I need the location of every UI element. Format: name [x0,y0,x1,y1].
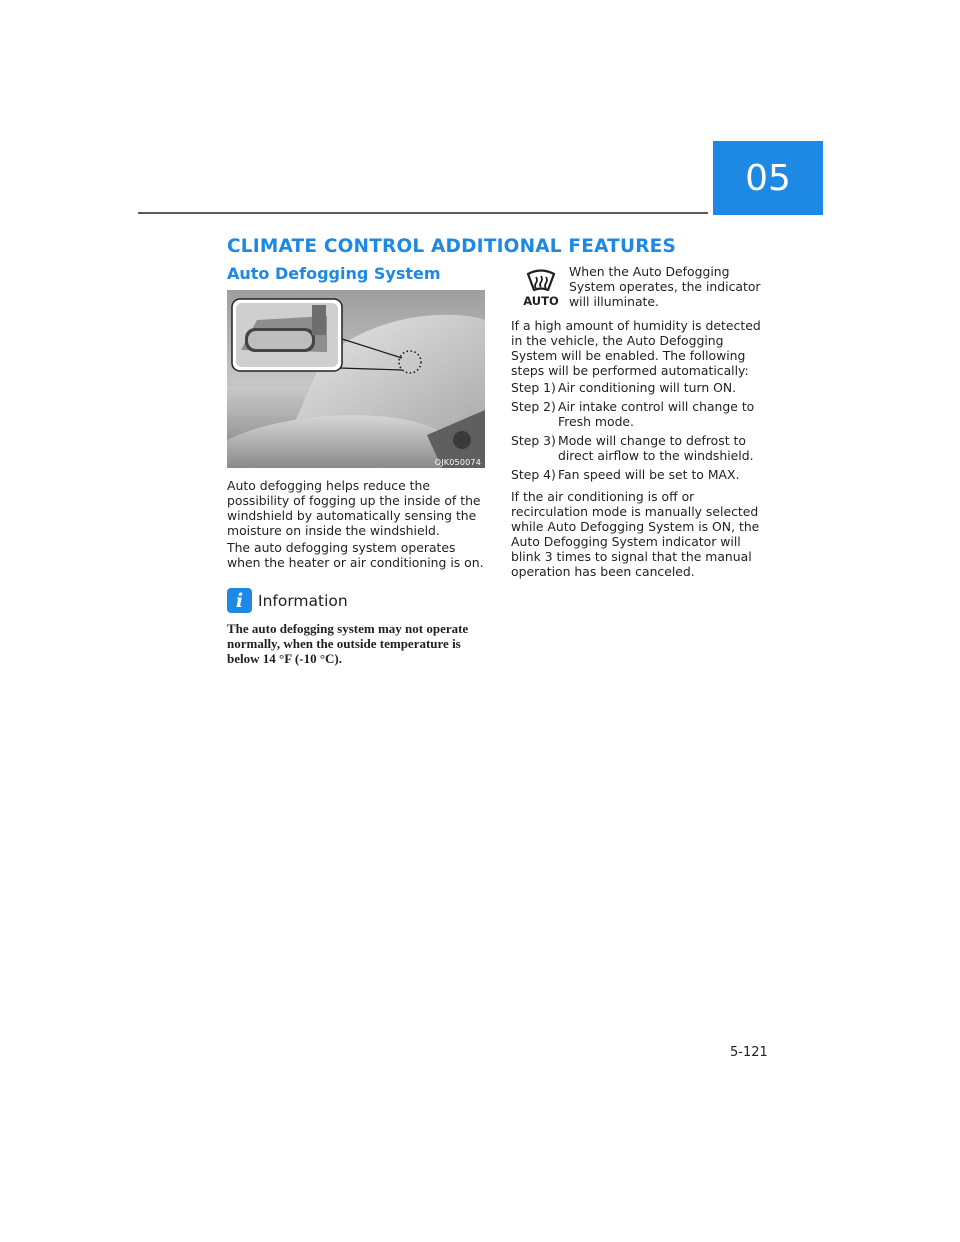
subsection-title: Auto Defogging System [227,264,441,283]
windshield-sensor-figure [227,290,485,468]
step-text: Fan speed will be set to MAX. [558,467,740,482]
section-title: CLIMATE CONTROL ADDITIONAL FEATURES [227,236,677,257]
car-interior-illustration [227,290,485,468]
information-title: Information [258,591,348,610]
intro-paragraph: Auto defogging helps reduce the possibility of fogging up the inside of the windshield by automatically sensing the moisture on inside the windshield. [227,478,481,538]
info-icon: i [227,588,252,613]
step-item [511,380,773,395]
information-body: The auto defogging system may not operate normally, when the outside temperature is below 14 °F (-10 °C). [227,621,469,666]
steps-list [511,380,773,486]
step-number: Step 3) [511,433,556,448]
information-header [227,588,489,613]
humidity-paragraph: If a high amount of humidity is detected in the vehicle, the Auto Defogging System will be enabled. The following steps will be performed automatically: [511,318,761,378]
step-item [511,433,773,463]
manual-override-paragraph: If the air conditioning is off or recirculation mode is manually selected while Auto Defogging System is ON, the Auto Defogging System indicator will blink 3 times to signal that the manual operation has been canceled. [511,489,760,579]
figure-code: OJK050074 [434,458,481,467]
step-text: Air conditioning will turn ON. [558,380,737,395]
step-item [511,467,773,482]
chapter-tab [713,141,823,215]
step-text: Air intake control will change to Fresh mode. [558,399,755,429]
step-number: Step 2) [511,399,556,414]
indicator-description: When the Auto Defogging System operates, the indicator will illuminate. [569,264,761,309]
information-box [227,588,489,666]
auto-indicator-label: AUTO [523,294,559,308]
step-number: Step 1) [511,380,556,395]
step-number: Step 4) [511,467,556,482]
chapter-number: 05 [745,157,791,199]
page-number: 5-121 [730,1045,768,1060]
step-item [511,399,773,429]
step-text: Mode will change to defrost to direct airflow to the windshield. [558,433,754,463]
operation-paragraph: The auto defogging system operates when the heater or air conditioning is on. [227,540,484,570]
header-divider [138,212,708,214]
